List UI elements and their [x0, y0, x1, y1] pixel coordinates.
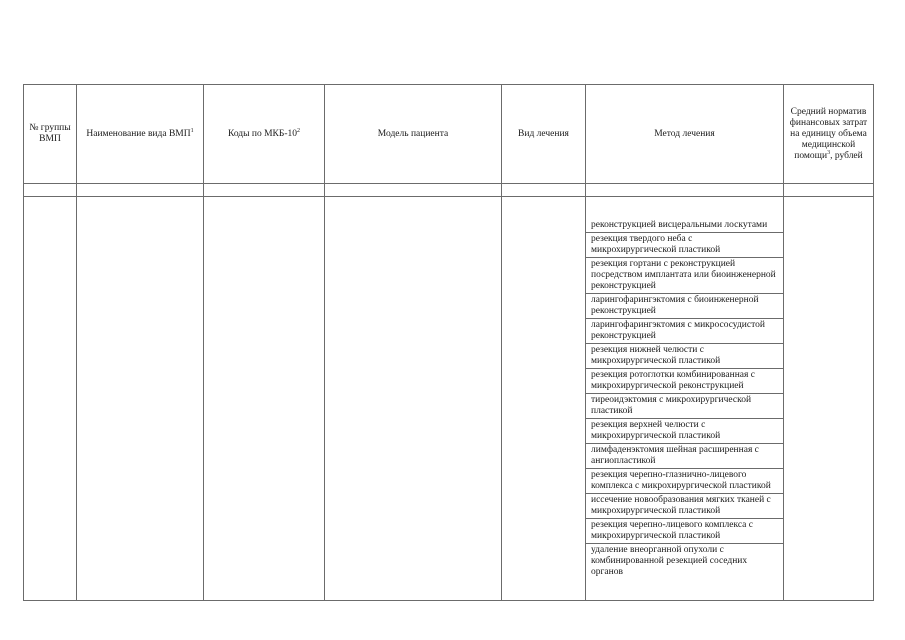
list-item: реконструкцией висцеральными лоскутами: [586, 219, 783, 233]
header-group-number-text: № группы ВМП: [29, 123, 71, 144]
numbering-cell: [24, 184, 77, 197]
numbering-cell: [204, 184, 325, 197]
numbering-cell: [77, 184, 204, 197]
numbering-row: [24, 184, 874, 197]
header-patient-model: [325, 85, 502, 184]
avg-cost-cell: [784, 197, 874, 601]
footnote-marker: 1: [190, 127, 194, 134]
footnote-marker: 3: [827, 149, 831, 156]
patient-model-cell: [325, 197, 502, 601]
treatment-method-list: [586, 219, 783, 579]
table-row: [24, 197, 874, 601]
header-avg-cost-unit: , рублей: [830, 150, 863, 161]
header-row: [24, 85, 874, 184]
list-item: резекция нижней челюсти с микрохирургической пластикой: [586, 344, 783, 369]
list-item: ларингофарингэктомия с микрососудистой реконструкцией: [586, 319, 783, 344]
header-treatment-method: [586, 85, 784, 184]
list-item: резекция черепно-глазнично-лицевого комплекса с микрохирургической пластикой: [586, 469, 783, 494]
header-vmp-name-text: Наименование вида ВМП: [86, 128, 191, 139]
numbering-cell: [502, 184, 586, 197]
header-treatment-type: [502, 85, 586, 184]
list-item: иссечение новообразования мягких тканей с микрохирургической пластикой: [586, 494, 783, 519]
vmp-table: [23, 84, 874, 601]
header-patient-model-text: Модель пациента: [377, 128, 449, 139]
vmp-name-cell: [77, 197, 204, 601]
numbering-cell: [325, 184, 502, 197]
list-item: удаление внеорганной опухоли с комбинированной резекцией соседних органов: [591, 544, 748, 577]
list-item: резекция верхней челюсти с микрохирургической пластикой: [586, 419, 783, 444]
footnote-marker: 2: [297, 127, 301, 134]
list-item: резекция твердого неба с микрохирургической пластикой: [586, 233, 783, 258]
list-item: резекция гортани с реконструкцией посредством имплантата или биоинженерной реконструкцией: [586, 258, 783, 294]
header-mkb-codes-text: Коды по МКБ-10: [227, 128, 298, 139]
list-item: ларингофарингэктомия с биоинженерной реконструкцией: [586, 294, 783, 319]
header-treatment-type-text: Вид лечения: [518, 128, 569, 139]
list-item: резекция ротоглотки комбинированная с микрохирургической реконструкцией: [586, 369, 783, 394]
header-group-number: [24, 85, 77, 184]
mkb-codes-cell: [204, 197, 325, 601]
numbering-cell: [784, 184, 874, 197]
treatment-type-cell: [502, 197, 586, 601]
list-item: тиреоидэктомия с микрохирургической пластикой: [586, 394, 783, 419]
list-item: резекция черепно-лицевого комплекса с микрохирургической пластикой: [586, 519, 783, 544]
header-mkb-codes: [204, 85, 325, 184]
group-number-cell: [24, 197, 77, 601]
header-vmp-name: [77, 85, 204, 184]
numbering-cell: [586, 184, 784, 197]
header-treatment-method-text: Метод лечения: [654, 128, 715, 139]
list-item: лимфаденэктомия шейная расширенная с ангиопластикой: [586, 444, 783, 469]
header-avg-cost-text: Средний норматив финансовых затрат на единицу объема медицинской помощи: [789, 106, 868, 161]
treatment-method-cell: [586, 197, 784, 601]
header-avg-cost: [784, 85, 874, 184]
